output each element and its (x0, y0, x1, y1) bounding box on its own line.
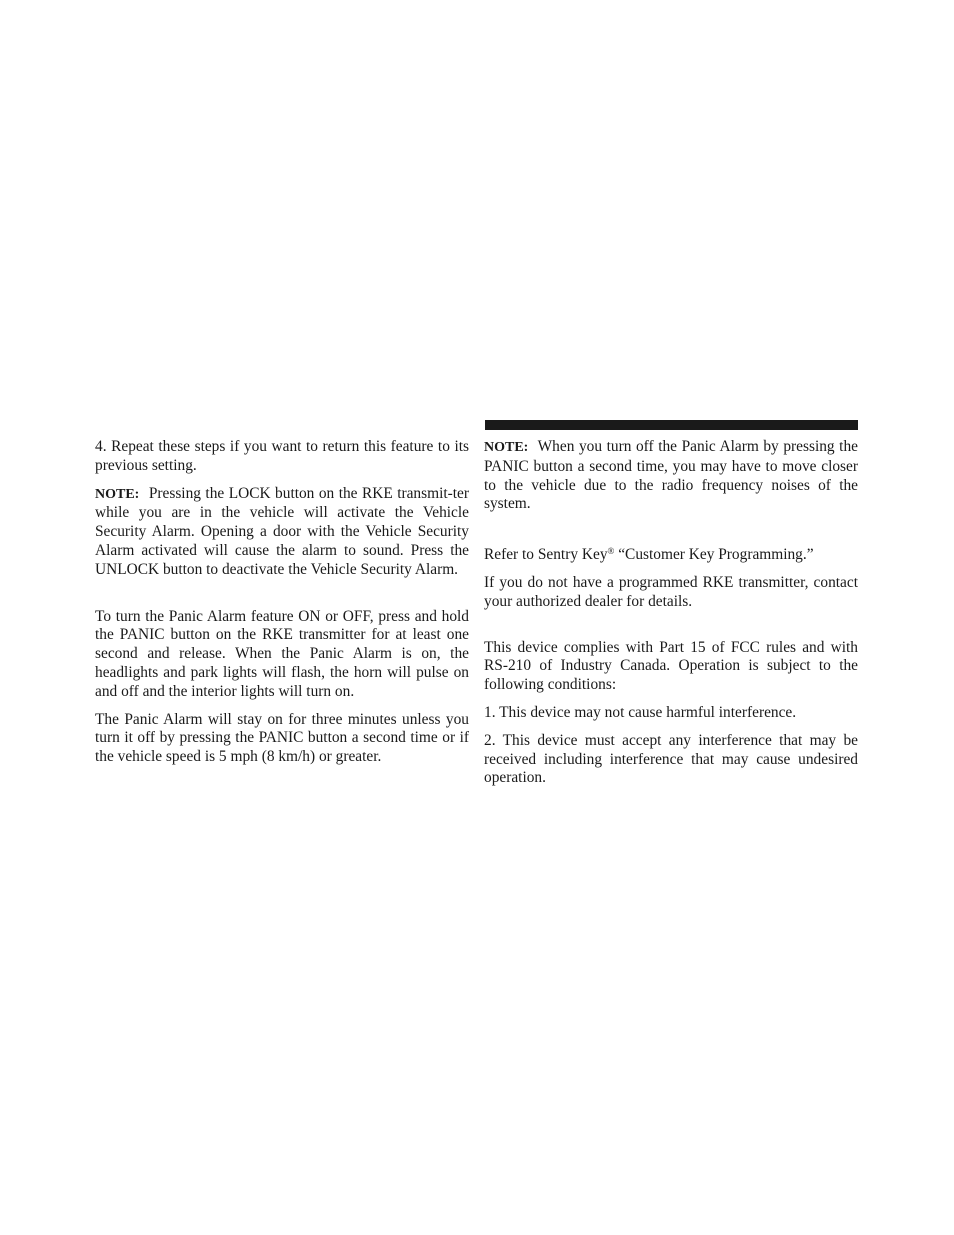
registered-mark: ® (607, 546, 615, 557)
note-paragraph-panic (484, 438, 858, 514)
right-column (484, 438, 858, 788)
left-column (95, 438, 469, 767)
refer-suffix: “Customer Key Programming.” (614, 546, 814, 564)
fcc-compliance-paragraph: This device complies with Part 15 of FCC rules and with RS-210 of Industry Canada. Operation is subject to the following conditions: (484, 638, 858, 694)
condition-1: 1. This device may not cause harmful interference. (484, 703, 797, 721)
refer-sentry-key-paragraph (484, 542, 858, 565)
note-text: When you turn off the Panic Alarm by pressing the PANIC button a second time, you may have to move closer to the vehicle due to the radio frequency noises of the system. (484, 438, 858, 513)
step-4-paragraph: 4. Repeat these steps if you want to return this feature to its previous setting. (95, 438, 469, 474)
no-transmitter-paragraph: If you do not have a programmed RKE transmitter, contact your authorized dealer for details. (484, 573, 858, 610)
note-label: NOTE: (484, 440, 529, 455)
panic-alarm-paragraph-2: The Panic Alarm will stay on for three minutes unless you turn it off by pressing the PANIC button a second time or if the vehicle speed is 5 mph (8 km/h) or greater. (95, 710, 469, 766)
refer-prefix: Refer to Sentry Key (484, 546, 608, 564)
note-text: Pressing the LOCK button on the RKE transmit-ter while you are in the vehicle will activate the Vehicle Security Alarm. Opening a door with the Vehicle Security Alarm activated will cause the alarm to sound. Press the UNLOCK button to deactivate the Vehicle Security Alarm. (95, 484, 469, 578)
note-label: NOTE: (95, 486, 140, 502)
note-paragraph-lock (95, 485, 469, 580)
section-header-bar (485, 420, 858, 430)
panic-alarm-paragraph-1: To turn the Panic Alarm feature ON or OFF, press and hold the PANIC button on the RKE transmitter for at least one second and release. When the Panic Alarm is on, the headlights and park lights will flash, the horn will pulse on and off and the interior lights will turn on. (95, 607, 469, 700)
condition-2: 2. This device must accept any interference that may be received including interference that may cause undesired operation. (484, 731, 858, 787)
